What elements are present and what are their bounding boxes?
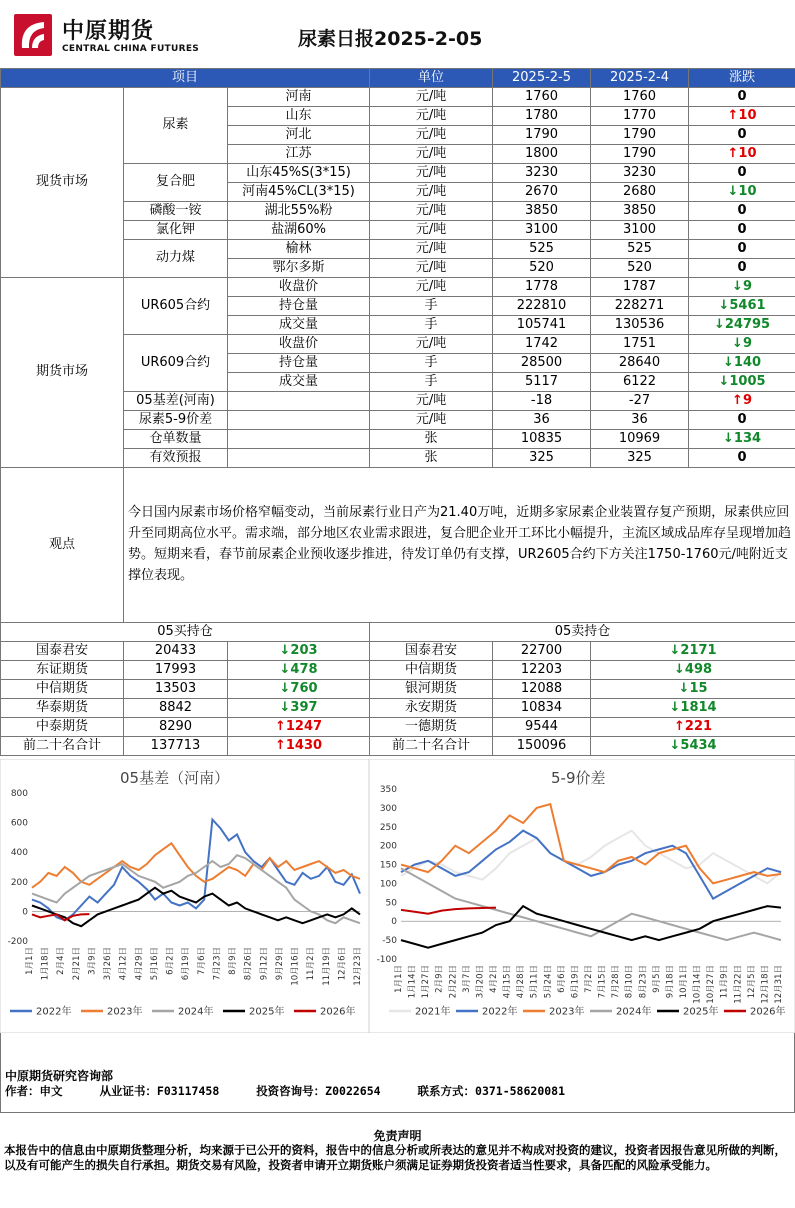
x-tick-label: 6月19日 [181, 947, 192, 981]
value-today: 36 [493, 411, 591, 430]
y-tick-label: -100 [376, 955, 397, 965]
x-tick-label: 11月2日 [306, 947, 317, 981]
region-name: 山东 [228, 107, 370, 126]
buy-broker: 中泰期货 [1, 718, 124, 737]
unit-cell: 元/吨 [370, 392, 493, 411]
sell-broker: 银河期货 [370, 680, 493, 699]
section-label-futures: 期货市场 [1, 278, 124, 468]
contract-name: UR605合约 [124, 278, 228, 335]
value-today: 2670 [493, 183, 591, 202]
x-tick-label: 12月23日 [353, 947, 363, 986]
x-tick-label: 11月19日 [321, 947, 332, 986]
section-label-spot: 现货市场 [1, 88, 124, 278]
empty-cell [228, 411, 370, 430]
unit-cell: 元/吨 [370, 259, 493, 278]
buy-value: 13503 [124, 680, 228, 699]
contact-phone: 联系方式：0371-58620081 [417, 1084, 566, 1098]
x-tick-label: 8月23日 [638, 965, 649, 999]
value-today: 3850 [493, 202, 591, 221]
region-name: 山东45%S(3*15) [228, 164, 370, 183]
y-tick-label: 50 [385, 898, 397, 909]
table-row [1, 278, 795, 297]
x-tick-label: 7月28日 [611, 965, 622, 999]
change-cell: 0 [689, 411, 795, 430]
value-today: 1760 [493, 88, 591, 107]
x-tick-label: 4月2日 [489, 965, 499, 993]
buy-change: ↓478 [228, 661, 370, 680]
empty-cell [228, 449, 370, 468]
unit-cell: 张 [370, 430, 493, 449]
unit-cell: 元/吨 [370, 335, 493, 354]
contract-name: UR609合约 [124, 335, 228, 392]
positions-row [1, 642, 795, 661]
unit-cell: 手 [370, 354, 493, 373]
value-today: 1742 [493, 335, 591, 354]
value-prev: 520 [591, 259, 689, 278]
buy-change: ↑1430 [228, 737, 370, 756]
legend-label: 2023年 [549, 1006, 585, 1018]
metric-name: 持仓量 [228, 297, 370, 316]
sell-change: ↓1814 [591, 699, 795, 718]
y-tick-label: 0 [22, 907, 28, 918]
x-tick-label: 8月10日 [624, 965, 635, 999]
value-prev: 2680 [591, 183, 689, 202]
unit-cell: 元/吨 [370, 126, 493, 145]
unit-cell: 手 [370, 297, 493, 316]
table-header-row [1, 69, 795, 88]
x-tick-label: 2月21日 [71, 947, 82, 981]
positions-row [1, 661, 795, 680]
y-tick-label: 800 [10, 789, 28, 799]
x-tick-label: 9月18日 [665, 965, 676, 999]
chart-title: 05基差（河南） [120, 769, 230, 787]
change-cell: 0 [689, 164, 795, 183]
unit-cell: 元/吨 [370, 145, 493, 164]
metric-name: 仓单数量 [124, 430, 228, 449]
x-tick-label: 7月23日 [212, 947, 223, 981]
change-cell: ↓134 [689, 430, 795, 449]
x-tick-label: 6月19日 [570, 965, 581, 999]
value-prev: 325 [591, 449, 689, 468]
unit-cell: 元/吨 [370, 183, 493, 202]
x-tick-label: 4月15日 [502, 965, 513, 999]
sell-value: 10834 [493, 699, 591, 718]
buy-value: 20433 [124, 642, 228, 661]
value-prev: 1751 [591, 335, 689, 354]
positions-row [1, 680, 795, 699]
change-cell: 0 [689, 221, 795, 240]
x-tick-label: 10月16日 [290, 947, 301, 986]
legend-label: 2021年 [415, 1006, 451, 1018]
buy-broker: 华泰期货 [1, 699, 124, 718]
x-tick-label: 8月9日 [228, 947, 239, 975]
spread-chart [369, 759, 795, 1033]
buy-value: 8842 [124, 699, 228, 718]
value-prev: 3850 [591, 202, 689, 221]
legend-label: 2024年 [178, 1006, 214, 1018]
change-cell: ↑10 [689, 107, 795, 126]
change-cell: 0 [689, 449, 795, 468]
buy-broker: 国泰君安 [1, 642, 124, 661]
x-tick-label: 6月2日 [165, 947, 176, 975]
opinion-text: 今日国内尿素市场价格窄幅变动，当前尿素行业日产为21.40万吨，近期多家尿素企业装置存复产预期，尿素供应回升至同期高位水平。需求端，部分地区农业需求跟进，复合肥企业开工环比小幅提升，主流区域成品库存呈现增加趋势。短期来看，春节前尿素企业预收逐步推进，待发订单仍有支撑，UR2605合约下方关注1750-1760元/吨附近支撑位表现。 [124, 468, 795, 623]
disclaimer-title: 免责声明 [373, 1129, 422, 1143]
value-today: 105741 [493, 316, 591, 335]
legend-label: 2026年 [750, 1006, 786, 1018]
empty-cell [228, 430, 370, 449]
y-tick-label: 100 [379, 879, 397, 890]
product-name: 磷酸一铵 [124, 202, 228, 221]
unit-cell: 元/吨 [370, 164, 493, 183]
change-cell: ↓140 [689, 354, 795, 373]
chart-border [369, 759, 795, 1033]
sell-broker: 国泰君安 [370, 642, 493, 661]
buy-value: 8290 [124, 718, 228, 737]
value-prev: -27 [591, 392, 689, 411]
chart-border [0, 759, 369, 1033]
y-tick-label: 600 [10, 818, 28, 829]
certificate-number: 从业证书：F03117458 [99, 1084, 220, 1098]
value-prev: 36 [591, 411, 689, 430]
change-cell: 0 [689, 126, 795, 145]
unit-cell: 元/吨 [370, 278, 493, 297]
sell-value: 150096 [493, 737, 591, 756]
chart-title: 5-9价差 [551, 769, 606, 787]
value-today: 5117 [493, 373, 591, 392]
author-name: 作者：申文 [5, 1084, 63, 1098]
value-today: 1780 [493, 107, 591, 126]
sell-change: ↓2171 [591, 642, 795, 661]
metric-name: 收盘价 [228, 278, 370, 297]
change-cell: ↑10 [689, 145, 795, 164]
positions-row [1, 718, 795, 737]
value-today: 3100 [493, 221, 591, 240]
header-date2: 2025-2-4 [591, 69, 689, 88]
report-header [0, 0, 795, 68]
value-prev: 6122 [591, 373, 689, 392]
x-tick-label: 10月1日 [679, 965, 689, 999]
x-tick-label: 2月4日 [56, 947, 67, 975]
legend-label: 2023年 [107, 1006, 143, 1018]
logo-english-name: CENTRAL CHINA FUTURES [62, 44, 200, 54]
value-prev: 1790 [591, 126, 689, 145]
x-tick-label: 11月9日 [719, 965, 730, 999]
x-tick-label: 12月31日 [774, 965, 784, 1004]
value-today: 325 [493, 449, 591, 468]
value-prev: 3230 [591, 164, 689, 183]
x-tick-label: 10月27日 [706, 965, 717, 1004]
unit-cell: 元/吨 [370, 411, 493, 430]
x-tick-label: 1月1日 [394, 965, 404, 993]
x-tick-label: 3月7日 [461, 965, 472, 993]
change-cell: ↓9 [689, 335, 795, 354]
region-name: 鄂尔多斯 [228, 259, 370, 278]
sell-value: 12203 [493, 661, 591, 680]
legend-label: 2022年 [36, 1006, 72, 1018]
page-title: 尿素日报2025-2-05 [298, 28, 483, 50]
region-name: 江苏 [228, 145, 370, 164]
y-tick-label: 350 [379, 785, 397, 795]
y-tick-label: 300 [379, 803, 397, 814]
table-row [1, 88, 795, 107]
department-name: 中原期货研究咨询部 [5, 1069, 114, 1083]
x-tick-label: 1月14日 [407, 965, 418, 999]
value-prev: 1787 [591, 278, 689, 297]
change-cell: ↓9 [689, 278, 795, 297]
x-tick-label: 3月9日 [87, 947, 98, 975]
sell-change: ↑221 [591, 718, 795, 737]
value-today: 1800 [493, 145, 591, 164]
header-item: 项目 [1, 69, 370, 88]
investment-certificate: 投资咨询号：Z0022654 [256, 1084, 381, 1098]
change-cell: 0 [689, 259, 795, 278]
x-tick-label: 9月29日 [274, 947, 285, 981]
header-date1: 2025-2-5 [493, 69, 591, 88]
change-cell: ↓1005 [689, 373, 795, 392]
product-name: 氯化钾 [124, 221, 228, 240]
x-tick-label: 3月20日 [475, 965, 486, 999]
buy-change: ↓760 [228, 680, 370, 699]
x-tick-label: 10月14日 [692, 965, 703, 1004]
metric-name: 成交量 [228, 373, 370, 392]
unit-cell: 元/吨 [370, 202, 493, 221]
sell-value: 22700 [493, 642, 591, 661]
value-prev: 1760 [591, 88, 689, 107]
x-tick-label: 1月27日 [421, 965, 432, 999]
sell-change: ↓5434 [591, 737, 795, 756]
x-tick-label: 5月11日 [529, 965, 540, 999]
unit-cell: 元/吨 [370, 240, 493, 259]
x-tick-label: 5月16日 [149, 947, 160, 981]
sell-positions-title: 05卖持仓 [370, 623, 795, 642]
buy-broker: 前二十名合计 [1, 737, 124, 756]
charts-area [0, 759, 795, 1033]
region-name: 盐湖60% [228, 221, 370, 240]
sell-change: ↓15 [591, 680, 795, 699]
legend-label: 2025年 [249, 1006, 285, 1018]
positions-row [1, 737, 795, 756]
value-prev: 228271 [591, 297, 689, 316]
x-tick-label: 11月22日 [733, 965, 744, 1004]
value-today: 525 [493, 240, 591, 259]
x-tick-label: 4月29日 [134, 947, 145, 981]
change-cell: ↑9 [689, 392, 795, 411]
x-tick-label: 5月24日 [543, 965, 554, 999]
product-name: 尿素 [124, 88, 228, 164]
unit-cell: 元/吨 [370, 221, 493, 240]
change-cell: 0 [689, 88, 795, 107]
value-today: 10835 [493, 430, 591, 449]
opinion-table [0, 467, 795, 623]
empty-cell [228, 392, 370, 411]
change-cell: 0 [689, 240, 795, 259]
buy-value: 137713 [124, 737, 228, 756]
value-today: 520 [493, 259, 591, 278]
header-change: 涨跌 [689, 69, 795, 88]
sell-broker: 永安期货 [370, 699, 493, 718]
sell-broker: 一德期货 [370, 718, 493, 737]
x-tick-label: 7月2日 [584, 965, 594, 993]
unit-cell: 元/吨 [370, 107, 493, 126]
metric-name: 持仓量 [228, 354, 370, 373]
positions-header-row [1, 623, 795, 642]
region-name: 河南45%CL(3*15) [228, 183, 370, 202]
value-prev: 130536 [591, 316, 689, 335]
value-prev: 28640 [591, 354, 689, 373]
metric-name: 收盘价 [228, 335, 370, 354]
sell-value: 9544 [493, 718, 591, 737]
buy-change: ↓203 [228, 642, 370, 661]
value-today: 1778 [493, 278, 591, 297]
product-name: 复合肥 [124, 164, 228, 202]
region-name: 湖北55%粉 [228, 202, 370, 221]
y-tick-label: 250 [379, 822, 397, 833]
opinion-label: 观点 [1, 468, 124, 623]
product-name: 动力煤 [124, 240, 228, 278]
x-tick-label: 12月5日 [746, 965, 757, 999]
buy-value: 17993 [124, 661, 228, 680]
legend-label: 2022年 [482, 1006, 518, 1018]
value-prev: 1770 [591, 107, 689, 126]
market-data-table [0, 68, 795, 468]
y-tick-label: -200 [7, 937, 28, 947]
value-prev: 3100 [591, 221, 689, 240]
sell-broker: 中信期货 [370, 661, 493, 680]
metric-name: 尿素5-9价差 [124, 411, 228, 430]
legend-label: 2025年 [683, 1006, 719, 1018]
x-tick-label: 1月18日 [40, 947, 51, 981]
legend-label: 2024年 [616, 1006, 652, 1018]
y-tick-label: 0 [391, 917, 397, 928]
value-prev: 10969 [591, 430, 689, 449]
region-name: 河南 [228, 88, 370, 107]
change-cell: ↓10 [689, 183, 795, 202]
x-tick-label: 7月15日 [597, 965, 608, 999]
positions-row [1, 699, 795, 718]
y-tick-label: -50 [382, 936, 397, 947]
value-today: 3230 [493, 164, 591, 183]
value-prev: 525 [591, 240, 689, 259]
change-cell: 0 [689, 202, 795, 221]
x-tick-label: 12月18日 [760, 965, 771, 1004]
legend-label: 2026年 [320, 1006, 356, 1018]
unit-cell: 手 [370, 373, 493, 392]
y-tick-label: 200 [379, 841, 397, 852]
x-tick-label: 8月26日 [243, 947, 254, 981]
y-tick-label: 150 [379, 860, 397, 871]
value-today: 1790 [493, 126, 591, 145]
x-tick-label: 1月1日 [25, 947, 35, 975]
sell-value: 12088 [493, 680, 591, 699]
x-tick-label: 9月5日 [651, 965, 662, 993]
buy-change: ↓397 [228, 699, 370, 718]
x-tick-label: 6月6日 [556, 965, 567, 993]
basis-chart [0, 759, 369, 1033]
region-name: 榆林 [228, 240, 370, 259]
positions-table [0, 622, 795, 756]
value-today: 28500 [493, 354, 591, 373]
value-today: 222810 [493, 297, 591, 316]
buy-change: ↑1247 [228, 718, 370, 737]
buy-positions-title: 05买持仓 [1, 623, 370, 642]
y-tick-label: 200 [10, 877, 28, 888]
x-tick-label: 7月6日 [196, 947, 207, 975]
buy-broker: 东证期货 [1, 661, 124, 680]
y-tick-label: 400 [10, 848, 28, 859]
x-tick-label: 2月22日 [448, 965, 459, 999]
buy-broker: 中信期货 [1, 680, 124, 699]
x-tick-label: 2月9日 [434, 965, 445, 993]
x-tick-label: 3月26日 [103, 947, 114, 981]
disclaimer-text: 本报告中的信息由中原期货整理分析，均来源于已公开的资料，报告中的信息分析或所表达的意见并不构成对投资的建议，投资者因报告意见所做的判断，以及有可能产生的损失自行承担。期货交易有风险，投资者申请开立期货账户须满足证券期货投资者适当性要求，具备匹配的风险承受能力。 [4, 1143, 786, 1173]
author-line [5, 1083, 595, 1099]
unit-cell: 手 [370, 316, 493, 335]
region-name: 河北 [228, 126, 370, 145]
sell-change: ↓498 [591, 661, 795, 680]
unit-cell: 张 [370, 449, 493, 468]
metric-name: 成交量 [228, 316, 370, 335]
sell-broker: 前二十名合计 [370, 737, 493, 756]
change-cell: ↓24795 [689, 316, 795, 335]
value-prev: 1790 [591, 145, 689, 164]
metric-name: 有效预报 [124, 449, 228, 468]
value-today: -18 [493, 392, 591, 411]
metric-name: 05基差(河南) [124, 392, 228, 411]
x-tick-label: 9月12日 [259, 947, 270, 981]
footer-author-block [0, 1033, 795, 1113]
company-logo-icon [14, 14, 52, 56]
change-cell: ↓5461 [689, 297, 795, 316]
logo-chinese-name: 中原期货 [62, 18, 155, 44]
unit-cell: 元/吨 [370, 88, 493, 107]
header-unit: 单位 [370, 69, 493, 88]
x-tick-label: 12月6日 [337, 947, 348, 981]
x-tick-label: 4月28日 [516, 965, 527, 999]
x-tick-label: 4月12日 [118, 947, 129, 981]
